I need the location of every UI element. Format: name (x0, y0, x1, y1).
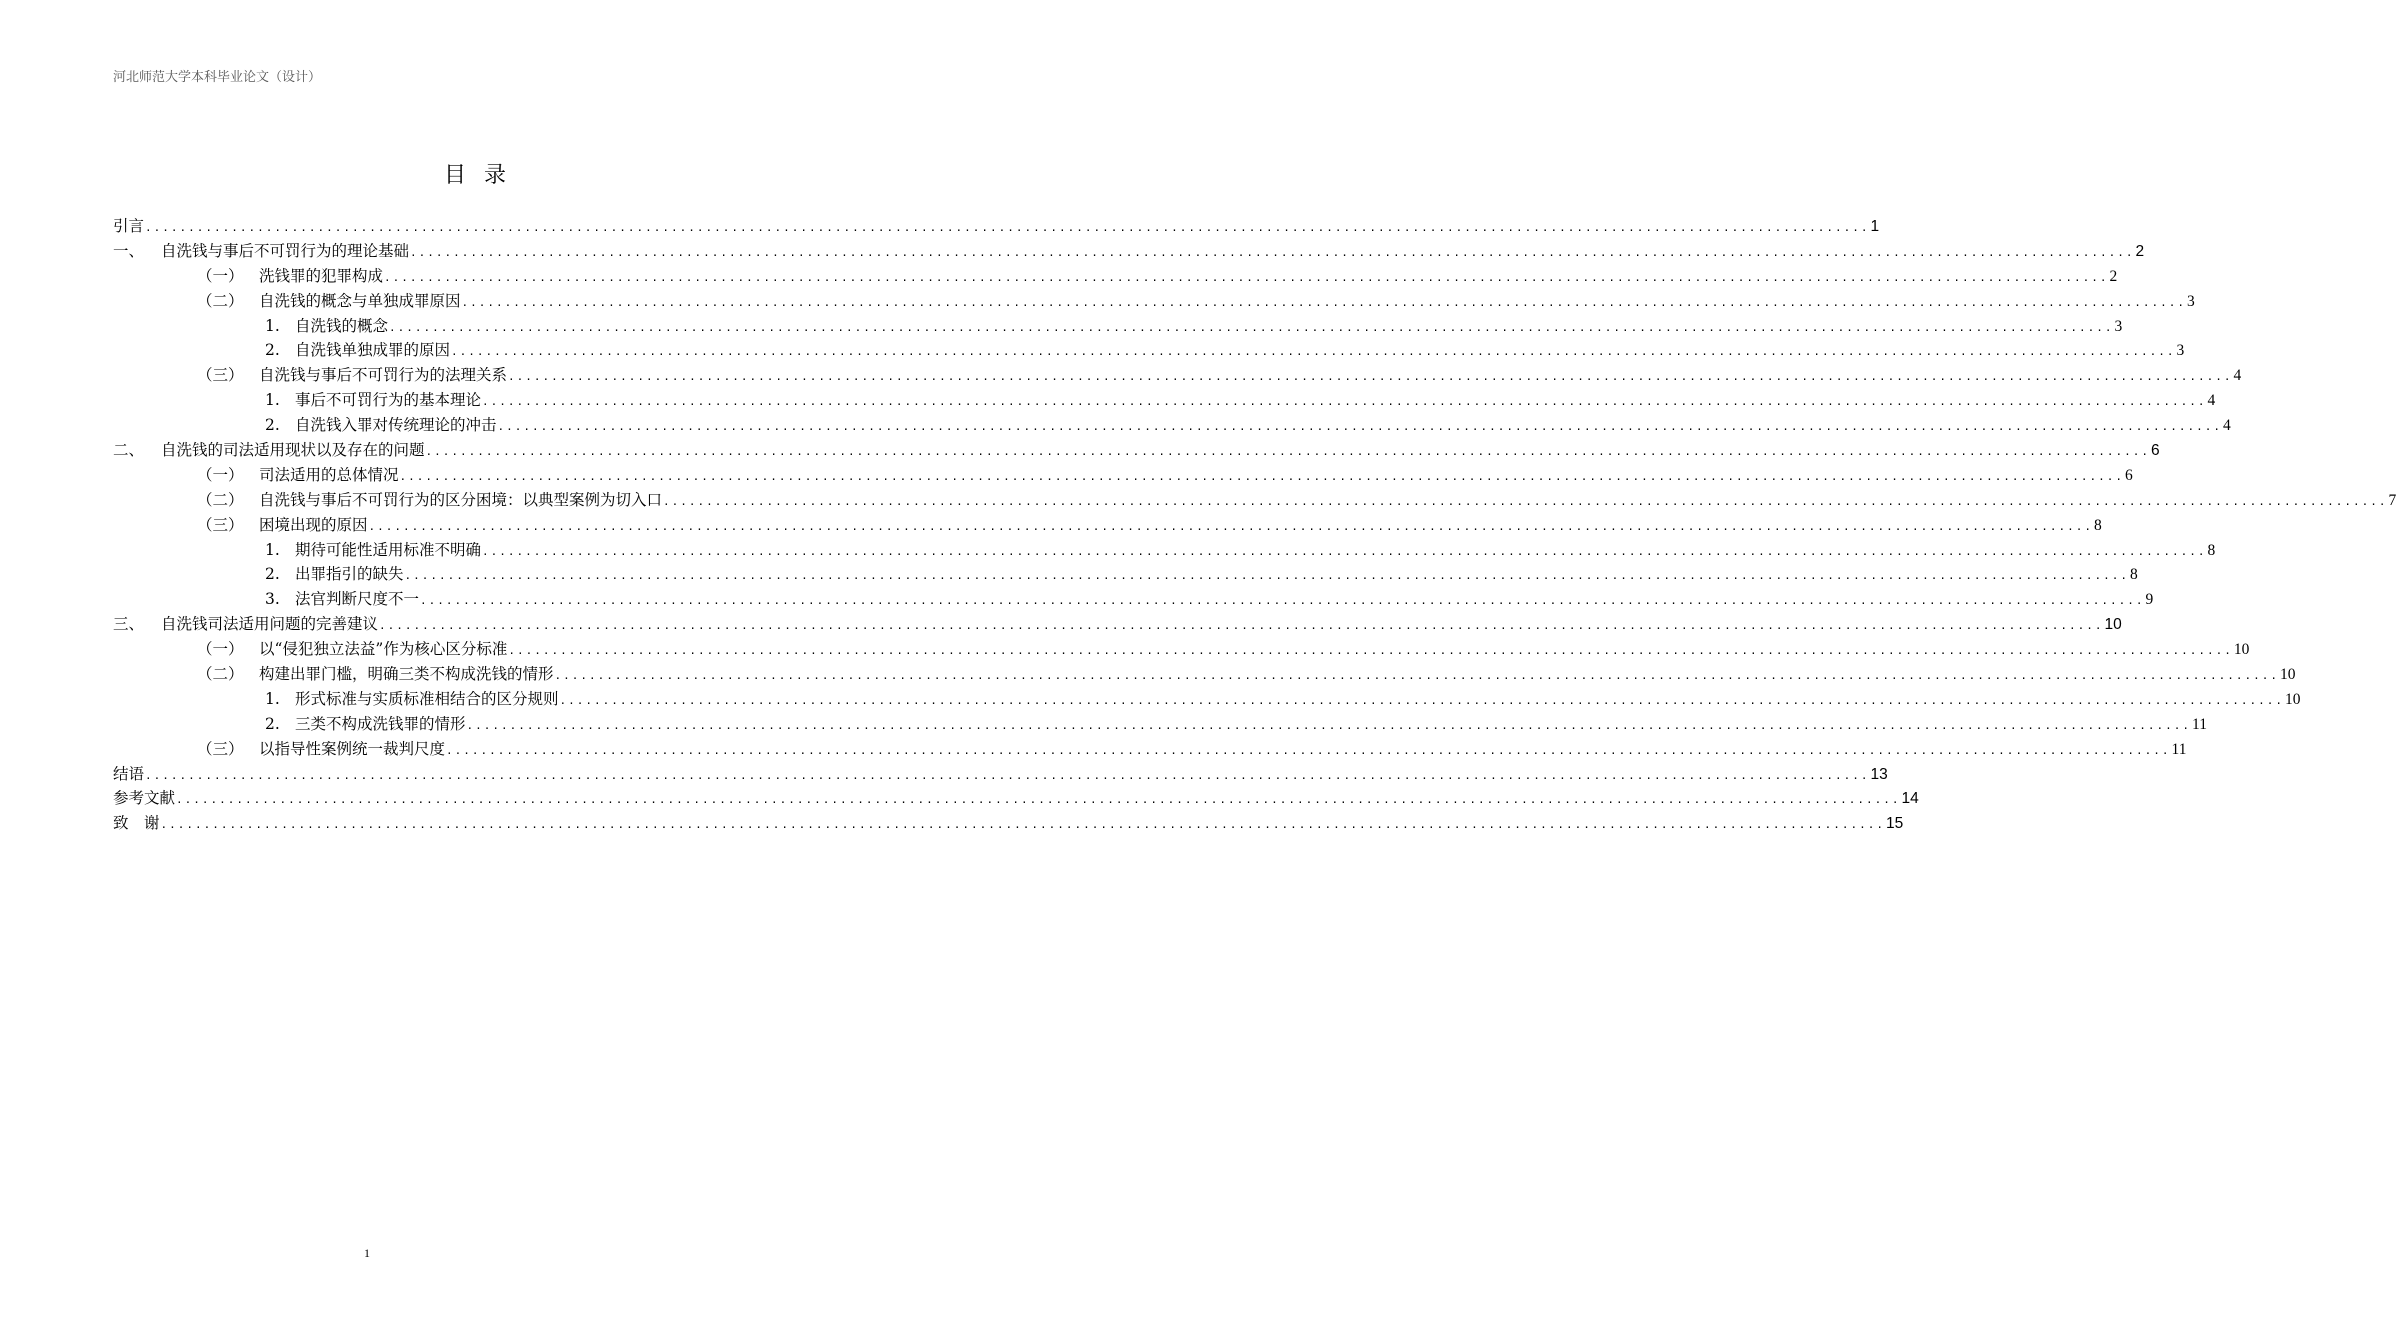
toc-entry[interactable] (113, 762, 1888, 787)
toc-dot-leader: ........................................................................................................................................................................................................ (559, 693, 2285, 707)
toc-entry-title: 致 谢 (113, 814, 160, 833)
toc-entry-page: 10 (2285, 690, 2301, 708)
toc-dot-leader: ........................................................................................................................................................................................................ (379, 619, 2104, 633)
toc-dot-leader: ........................................................................................................................................................................................................ (145, 221, 1870, 234)
toc-entry-page: 8 (2207, 541, 2216, 559)
toc-entry-page: 4 (2207, 392, 2216, 410)
toc-dot-leader: ........................................................................................................................................................................................................ (663, 494, 2388, 508)
toc-dot-leader: ........................................................................................................................................................................................................ (482, 395, 2207, 409)
toc-entry-page: 6 (2125, 466, 2133, 484)
toc-entry-title: 自洗钱与事后不可罚行为的法理关系 (259, 366, 508, 385)
toc-entry-number: （三） (197, 739, 244, 758)
toc-entry-number: （二） (197, 490, 244, 509)
toc-entry-page: 11 (2171, 740, 2187, 758)
toc-entry-number: 2. (265, 341, 280, 360)
toc-entry[interactable] (113, 538, 2216, 563)
toc-entry[interactable] (113, 388, 2216, 413)
toc-dot-leader: ........................................................................................................................................................................................................ (508, 370, 2233, 384)
toc-entry-page: 7 (2388, 491, 2396, 509)
toc-entry-page: 3 (2176, 342, 2185, 360)
toc-entry-title: 期待可能性适用标准不明确 (295, 540, 482, 559)
toc-entry-page: 1 (1870, 218, 1880, 235)
toc-entry-page: 3 (2114, 317, 2123, 335)
toc-entry[interactable] (113, 562, 2138, 587)
toc-entry-title: 结语 (113, 764, 145, 783)
toc-entry[interactable] (113, 314, 2123, 339)
toc-entry-number: 2. (265, 416, 280, 435)
toc-dot-leader: ........................................................................................................................................................................................................ (384, 270, 2109, 284)
toc-entry[interactable] (113, 413, 2231, 438)
toc-entry-number: （一） (197, 640, 244, 659)
toc-entry-number: 2. (265, 714, 280, 733)
toc-entry-title: 自洗钱与事后不可罚行为的理论基础 (161, 241, 410, 260)
toc-entry-number: 2. (265, 565, 280, 584)
toc-entry-title: 自洗钱单独成罪的原因 (295, 341, 451, 360)
toc-entry-title: 自洗钱的司法适用现状以及存在的问题 (161, 441, 425, 460)
toc-entry[interactable] (113, 687, 2301, 712)
toc-entry-title: 引言 (113, 217, 145, 235)
toc-entry[interactable] (113, 612, 2122, 637)
toc-entry-number: （三） (197, 366, 244, 385)
toc-entry-page: 11 (2192, 715, 2207, 733)
page-number: 1 (364, 1246, 370, 1260)
toc-dot-leader: ........................................................................................................................................................................................................ (399, 469, 2125, 483)
toc-entry-title: 事后不可罚行为的基本理论 (295, 391, 482, 410)
toc-entry-number: 1. (265, 316, 280, 335)
toc-entry-title: 自洗钱入罪对传统理论的冲击 (295, 416, 497, 435)
toc-entry-title: 自洗钱司法适用问题的完善建议 (161, 615, 379, 634)
toc-dot-leader: ........................................................................................................................................................................................................ (482, 544, 2207, 558)
toc-entry[interactable] (113, 488, 2396, 513)
toc-entry-title: 自洗钱与事后不可罚行为的区分困境：以典型案例为切入口 (259, 490, 663, 509)
toc-entry[interactable] (113, 587, 2154, 612)
toc-entry-page: 4 (2223, 417, 2231, 435)
toc-entry-title: 三类不构成洗钱罪的情形 (295, 714, 466, 733)
toc-dot-leader: ........................................................................................................................................................................................................ (461, 295, 2187, 309)
toc-entry[interactable] (113, 239, 2145, 264)
table-of-contents (113, 214, 2396, 836)
toc-entry-number: 1. (265, 391, 280, 410)
toc-entry-title: 形式标准与实质标准相结合的区分规则 (295, 689, 559, 708)
toc-entry-title: 构建出罪门槛，明确三类不构成洗钱的情形 (259, 665, 554, 684)
toc-entry-page: 8 (2094, 516, 2102, 534)
toc-entry[interactable] (113, 737, 2187, 762)
toc-entry-page: 10 (2280, 666, 2296, 684)
toc-entry-page: 9 (2145, 591, 2154, 609)
toc-entry-number: （三） (197, 515, 244, 534)
toc-dot-leader: ........................................................................................................................................................................................................ (145, 768, 1870, 782)
toc-entry-title: 困境出现的原因 (259, 515, 368, 534)
toc-dot-leader: ........................................................................................................................................................................................................ (508, 644, 2233, 658)
toc-entry-number: （二） (197, 665, 244, 684)
toc-dot-leader: ........................................................................................................................................................................................................ (404, 569, 2130, 583)
toc-entry-number: （一） (197, 465, 244, 484)
toc-entry-number: 二、 (113, 441, 145, 460)
toc-entry-title: 参考文献 (113, 789, 176, 808)
toc-entry-title: 法官判断尺度不一 (295, 590, 420, 609)
toc-dot-leader: ........................................................................................................................................................................................................ (554, 669, 2280, 683)
running-header: 河北师范大学本科毕业论文（设计） (113, 70, 322, 85)
toc-entry-title: 以“侵犯独立法益”作为核心区分标准 (259, 640, 508, 659)
toc-dot-leader: ........................................................................................................................................................................................................ (389, 320, 2114, 334)
toc-title: 目录 (443, 163, 524, 188)
toc-dot-leader: ........................................................................................................................................................................................................ (425, 445, 2151, 459)
toc-entry-number: 1. (265, 689, 280, 708)
toc-dot-leader: ........................................................................................................................................................................................................ (446, 743, 2171, 757)
toc-entry[interactable] (113, 438, 2160, 463)
toc-entry-page: 8 (2130, 566, 2138, 584)
toc-entry-number: 三、 (113, 615, 145, 634)
toc-entry-page: 10 (2104, 616, 2122, 634)
toc-entry[interactable] (113, 637, 2250, 662)
toc-dot-leader: ........................................................................................................................................................................................................ (160, 818, 1886, 832)
toc-entry[interactable] (113, 513, 2102, 538)
toc-entry-page: 14 (1901, 790, 1919, 808)
toc-entry[interactable] (113, 811, 1904, 836)
toc-entry-page: 15 (1886, 815, 1904, 833)
toc-dot-leader: ........................................................................................................................................................................................................ (176, 793, 1901, 807)
toc-entry-page: 13 (1870, 765, 1888, 783)
toc-entry-page: 2 (2135, 242, 2145, 260)
toc-entry[interactable] (113, 786, 1919, 811)
toc-entry[interactable] (113, 264, 2118, 289)
toc-dot-leader: ........................................................................................................................................................................................................ (466, 718, 2192, 732)
toc-entry[interactable] (113, 289, 2195, 314)
toc-entry[interactable] (113, 712, 2207, 737)
toc-entry-title: 自洗钱的概念与单独成罪原因 (259, 291, 461, 310)
toc-entry-page: 10 (2233, 641, 2250, 659)
toc-entry-number: （一） (197, 266, 244, 285)
toc-entry-page: 4 (2233, 367, 2242, 385)
toc-entry[interactable] (113, 463, 2133, 488)
toc-entry-number: 一、 (113, 241, 145, 260)
toc-entry-page: 2 (2109, 267, 2118, 285)
toc-entry-title: 司法适用的总体情况 (259, 465, 399, 484)
toc-dot-leader: ........................................................................................................................................................................................................ (497, 420, 2223, 434)
toc-dot-leader: ........................................................................................................................................................................................................ (420, 594, 2145, 608)
toc-entry[interactable] (113, 338, 2185, 363)
toc-entry-page: 6 (2151, 442, 2160, 460)
toc-entry-title: 洗钱罪的犯罪构成 (259, 266, 384, 285)
toc-entry-number: 3. (265, 590, 280, 609)
toc-entry[interactable] (113, 662, 2296, 687)
toc-dot-leader: ........................................................................................................................................................................................................ (451, 345, 2176, 359)
toc-entry-title: 自洗钱的概念 (295, 316, 389, 335)
toc-entry-number: 1. (265, 540, 280, 559)
toc-entry-title: 以指导性案例统一裁判尺度 (259, 739, 446, 758)
toc-entry-title: 出罪指引的缺失 (295, 565, 404, 584)
toc-entry-number: （二） (197, 291, 244, 310)
toc-dot-leader: ........................................................................................................................................................................................................ (368, 519, 2094, 533)
toc-entry-page: 3 (2187, 292, 2195, 310)
toc-entry[interactable] (113, 214, 1880, 239)
toc-entry[interactable] (113, 363, 2242, 388)
toc-dot-leader: ........................................................................................................................................................................................................ (410, 245, 2135, 259)
